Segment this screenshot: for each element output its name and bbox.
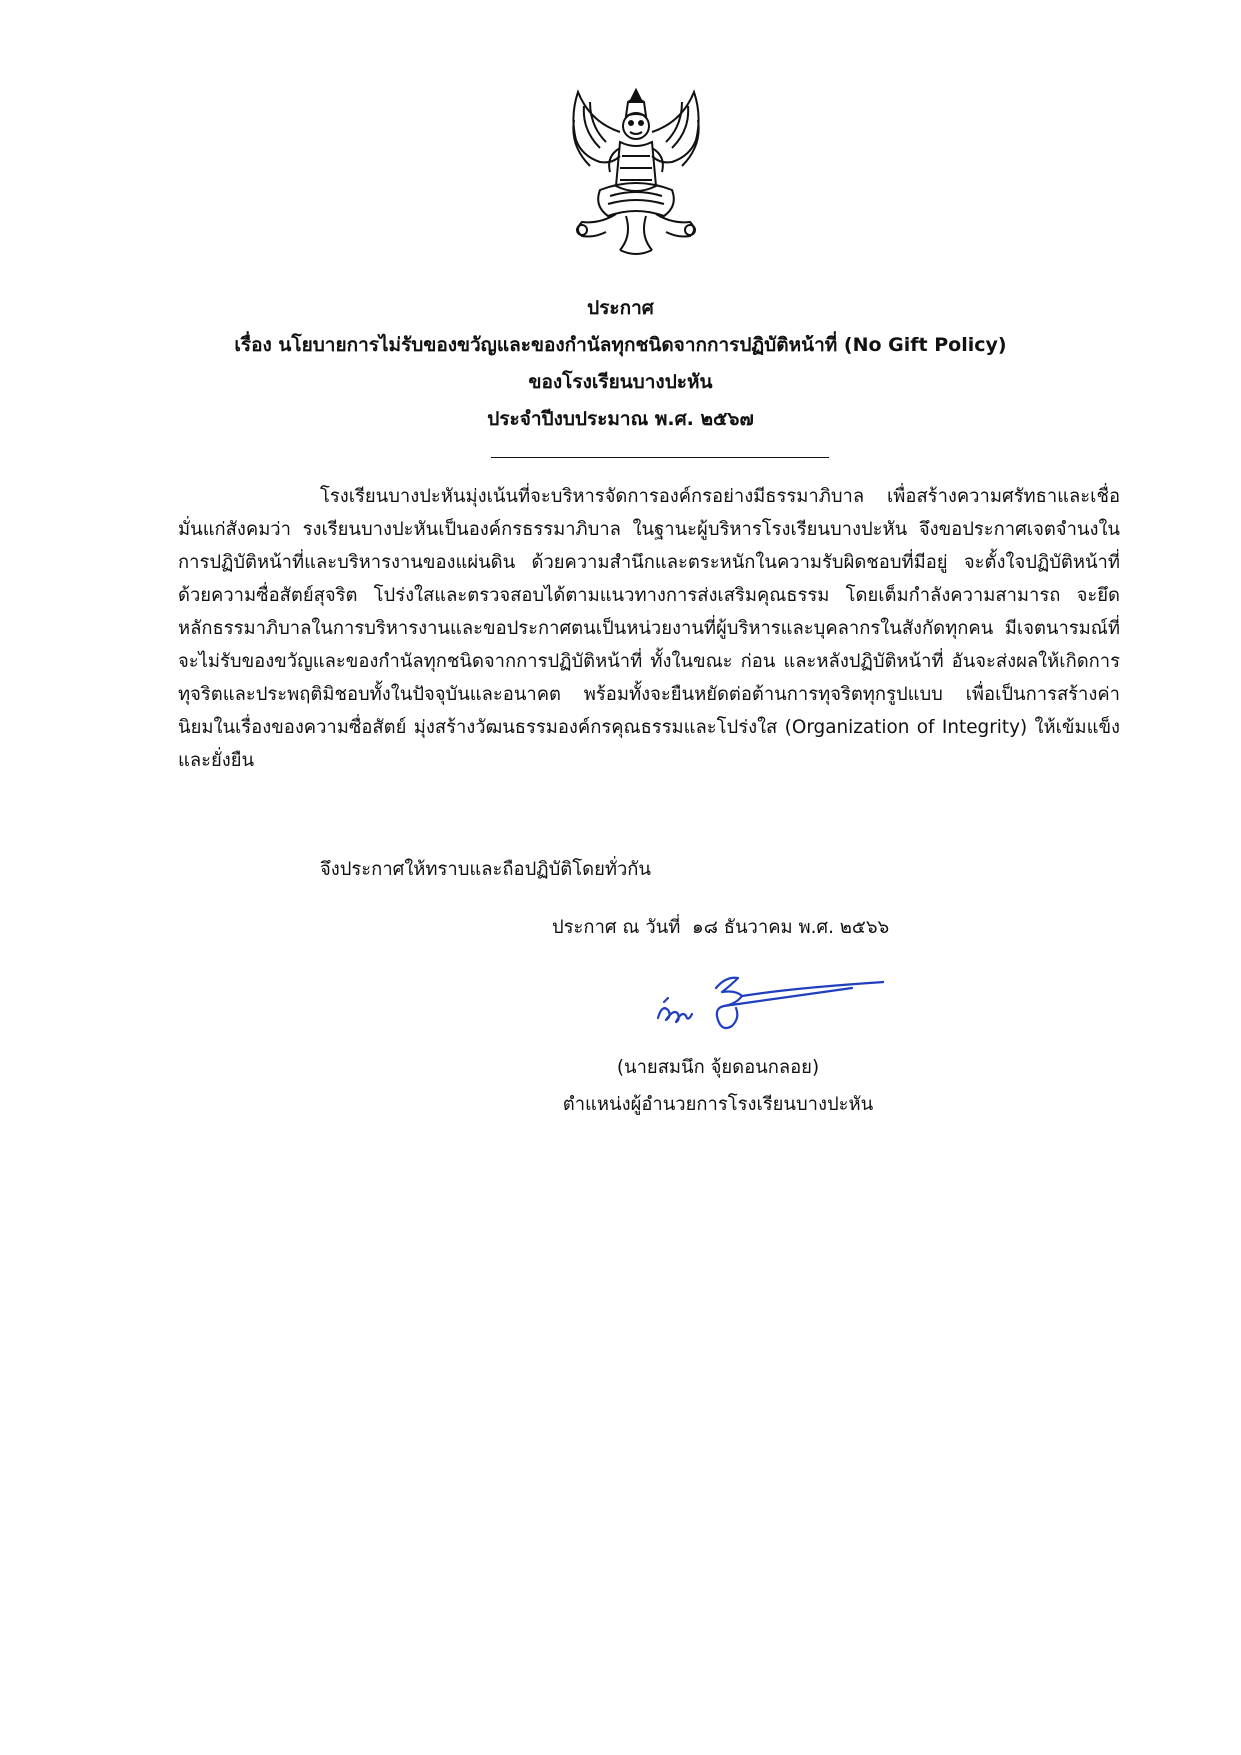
announcement-date: ประกาศ ณ วันที่ ๑๘ ธันวาคม พ.ศ. ๒๕๖๖ — [552, 917, 890, 938]
signer-position: ตำแหน่งผู้อำนวยการโรงเรียนบางปะหัน — [562, 1094, 874, 1115]
heading-divider — [491, 457, 829, 458]
announcement-subject: เรื่อง นโยบายการไม่รับของขวัญและของกำนัลทุกชนิดจากการปฏิบัติหน้าที่ (No Gift Policy) — [234, 334, 1007, 356]
announcement-body — [178, 480, 1120, 777]
closing-statement: จึงประกาศให้ทราบและถือปฏิบัติโดยทั่วกัน — [320, 859, 651, 880]
body-paragraph: โรงเรียนบางปะหันมุ่งเน้นที่จะบริหารจัดการองค์กรอย่างมีธรรมาภิบาล เพื่อสร้างความศรัทธาและเชื่อมั่นแก่สังคมว่า รงเรียนบางปะหันเป็นองค์กรธรรมาภิบาล ในฐานะผู้บริหารโรงเรียนบางปะหัน จึงขอประกาศเจตจำนงในการปฏิบัติหน้าที่และบริหารงานของแผ่นดิน ด้วยความสำนึกและตระหนักในความรับผิดชอบที่มีอยู่ จะตั้งใจปฏิบัติหน้าที่ด้วยความซื่อสัตย์สุจริต โปร่งใสและตรวจสอบได้ตามแนวทางการส่งเสริมคุณธรรม โดยเต็มกำลังความสามารถ จะยึดหลักธรรมาภิบาลในการบริหารงานและขอประกาศตนเป็นหน่วยงานที่ผู้บริหารและบุคลากรในสังกัดทุกคน มีเจตนารมณ์ที่จะไม่รับของขวัญและของกำนัลทุกชนิดจากการปฏิบัติหน้าที่ ทั้งในขณะ ก่อน และหลังปฏิบัติหน้าที่ อันจะส่งผลให้เกิดการทุจริตและประพฤติมิชอบทั้งในปัจจุบันและอนาคต พร้อมทั้งจะยืนหยัดต่อต้านการทุจริตทุกรูปแบบ เพื่อเป็นการสร้างค่านิยมในเรื่องของความซื่อสัตย์ มุ่งสร้างวัฒนธรรมองค์กรคุณธรรมและโปร่งใส (Organization of Integrity) ให้เข้มแข็งและยั่งยืน — [178, 486, 1120, 771]
announcement-organization: ของโรงเรียนบางปะหัน — [528, 371, 713, 393]
announcement-title: ประกาศ — [587, 297, 654, 319]
signature-image — [652, 958, 884, 1042]
announcement-fiscal-year: ประจำปีงบประมาณ พ.ศ. ๒๕๖๗ — [487, 408, 754, 430]
garuda-emblem-icon — [560, 86, 712, 262]
signer-name: (นายสมนึก จุ้ยดอนกลอย) — [616, 1057, 820, 1078]
